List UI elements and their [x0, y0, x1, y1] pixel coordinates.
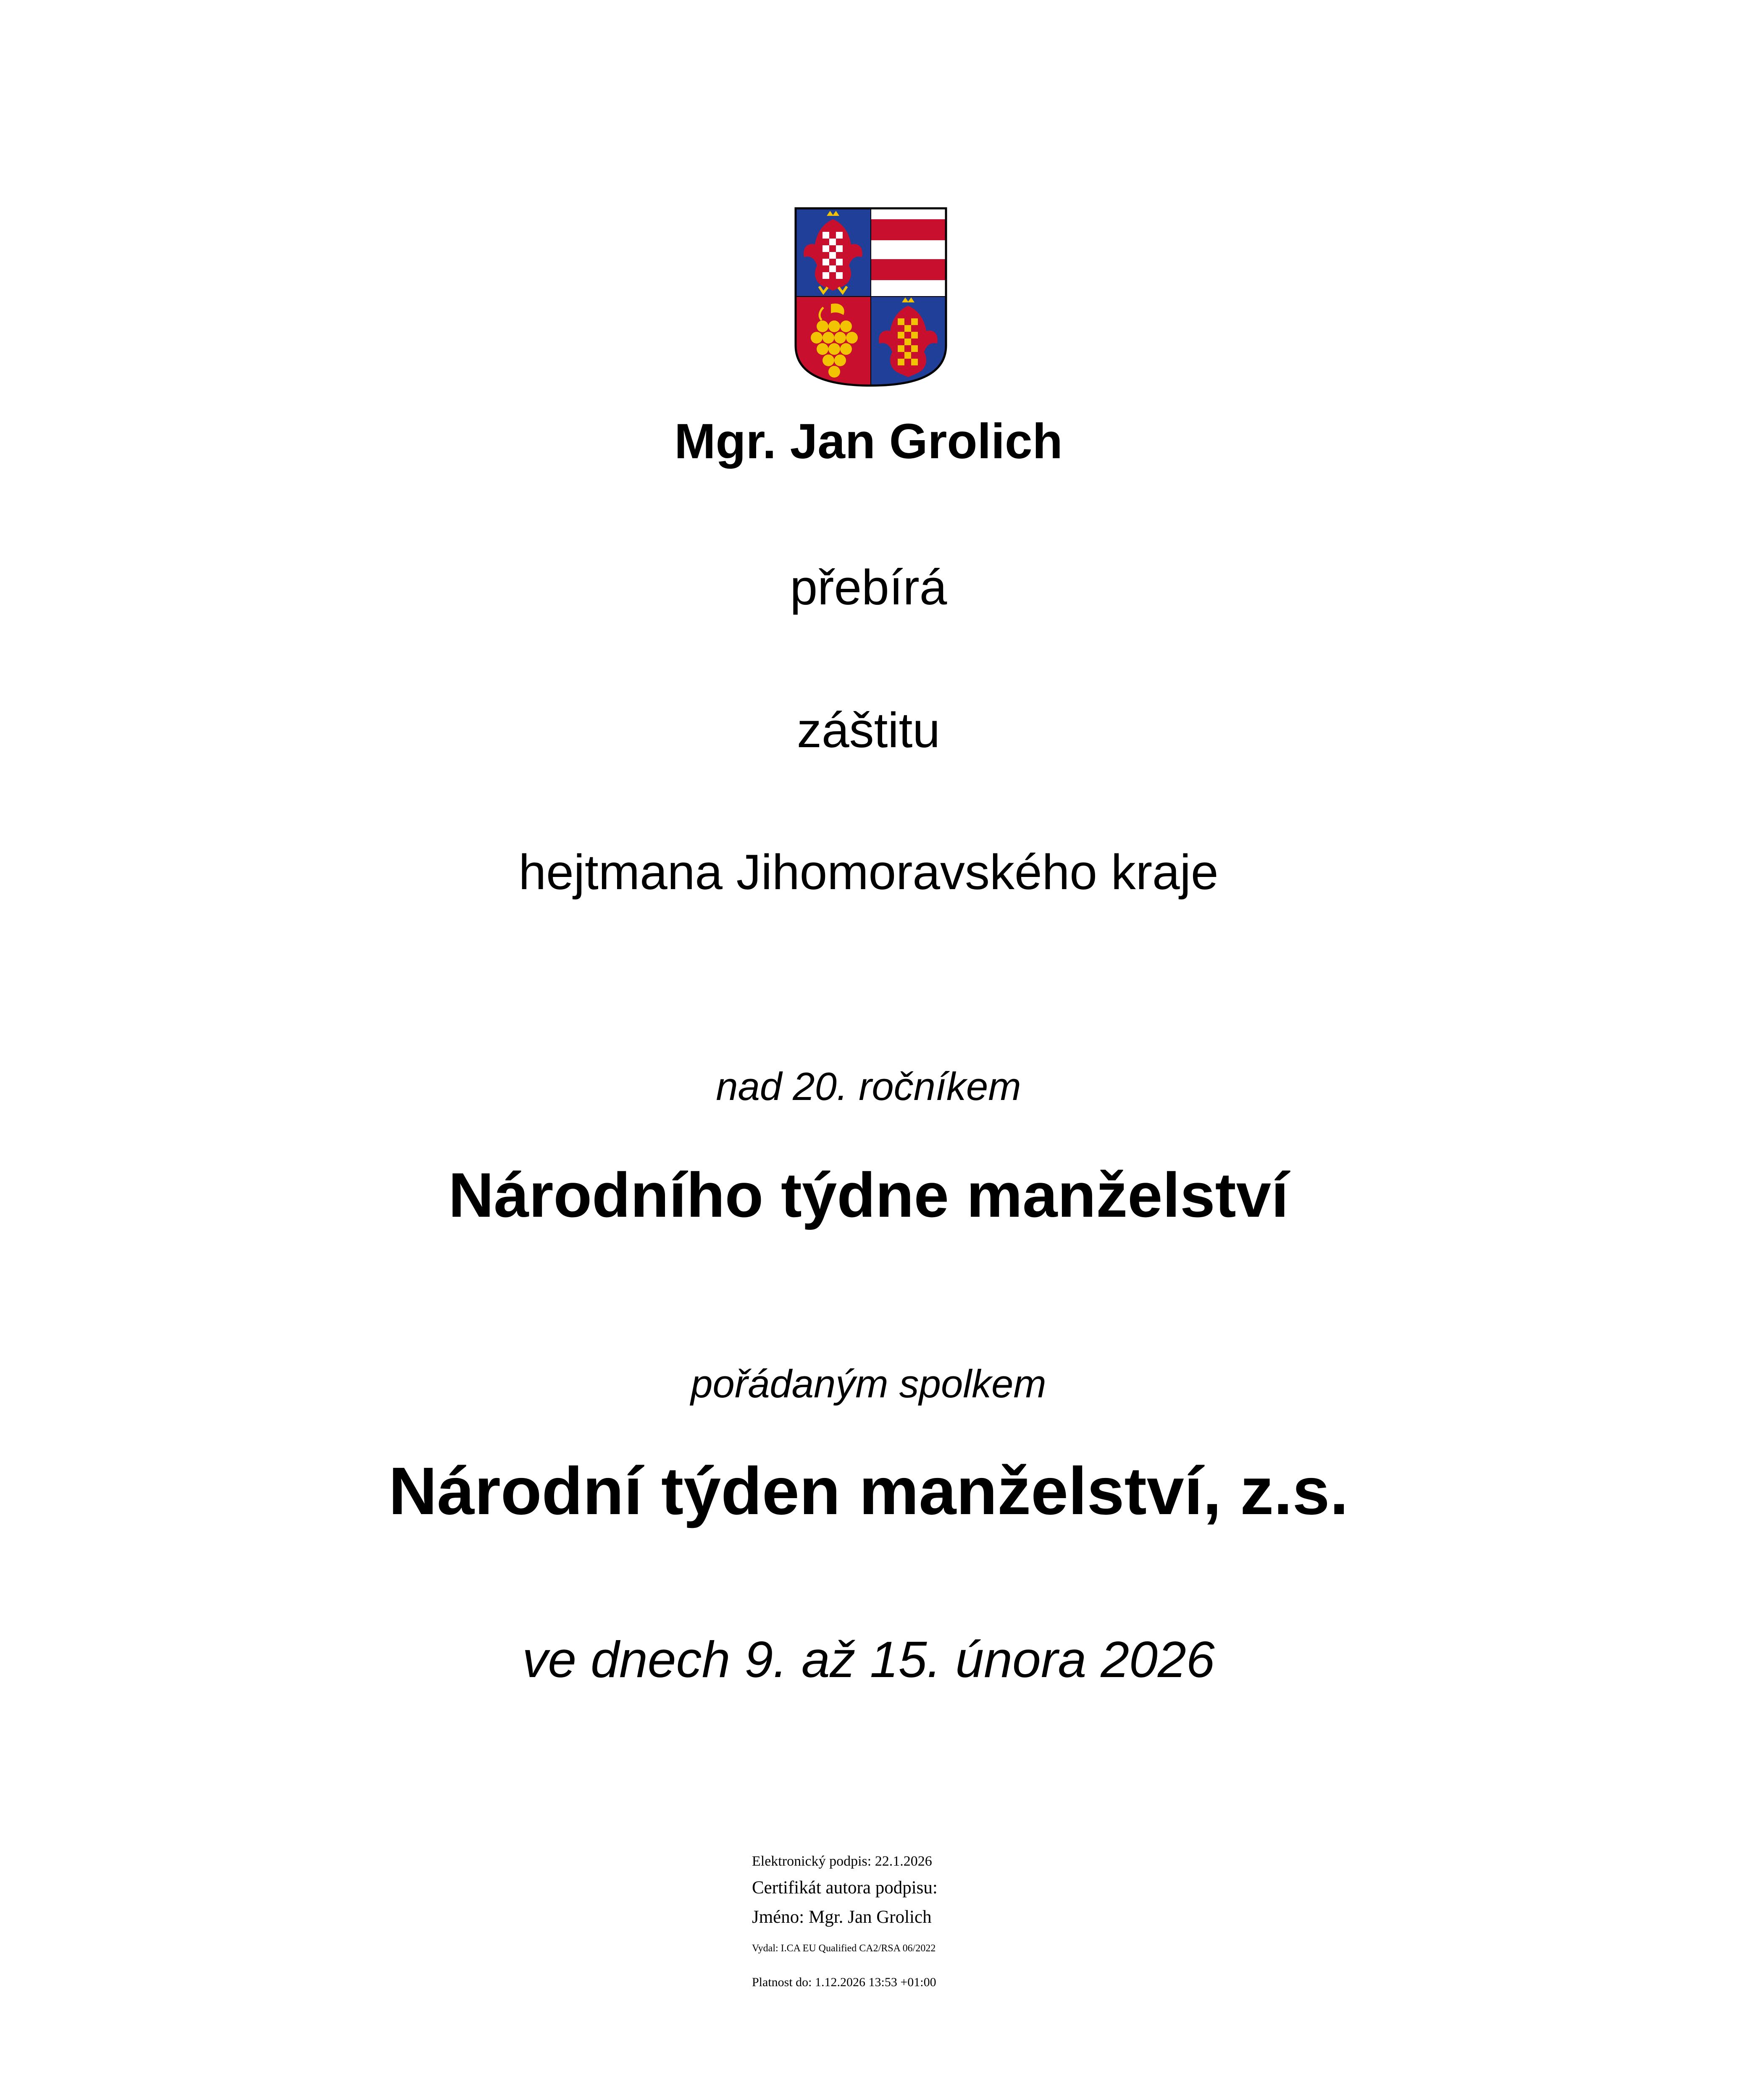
text-prebira: přebírá [790, 560, 947, 615]
text-hejtman: hejtmana Jihomoravského kraje [518, 845, 1219, 900]
coat-of-arms-icon [794, 207, 948, 387]
text-zastitu: záštitu [796, 703, 941, 758]
signature-issuer: Vydal: I.CA EU Qualified CA2/RSA 06/2022 [752, 1943, 936, 1954]
event-title: Národního týdne manželství [448, 1160, 1289, 1230]
text-poradanym: pořádaným spolkem [691, 1362, 1046, 1406]
organizer-name: Národní týden manželství, z.s. [389, 1453, 1348, 1528]
text-nad-rocnikem: nad 20. ročníkem [716, 1064, 1021, 1108]
signature-date: Elektronický podpis: 22.1.2026 [752, 1853, 932, 1869]
patron-name: Mgr. Jan Grolich [674, 414, 1063, 469]
signature-certificate-label: Certifikát autora podpisu: [752, 1878, 938, 1898]
event-dates: ve dnech 9. až 15. února 2026 [522, 1631, 1215, 1688]
signature-signer: Jméno: Mgr. Jan Grolich [752, 1907, 932, 1927]
signature-validity: Platnost do: 1.12.2026 13:53 +01:00 [752, 1975, 936, 1989]
